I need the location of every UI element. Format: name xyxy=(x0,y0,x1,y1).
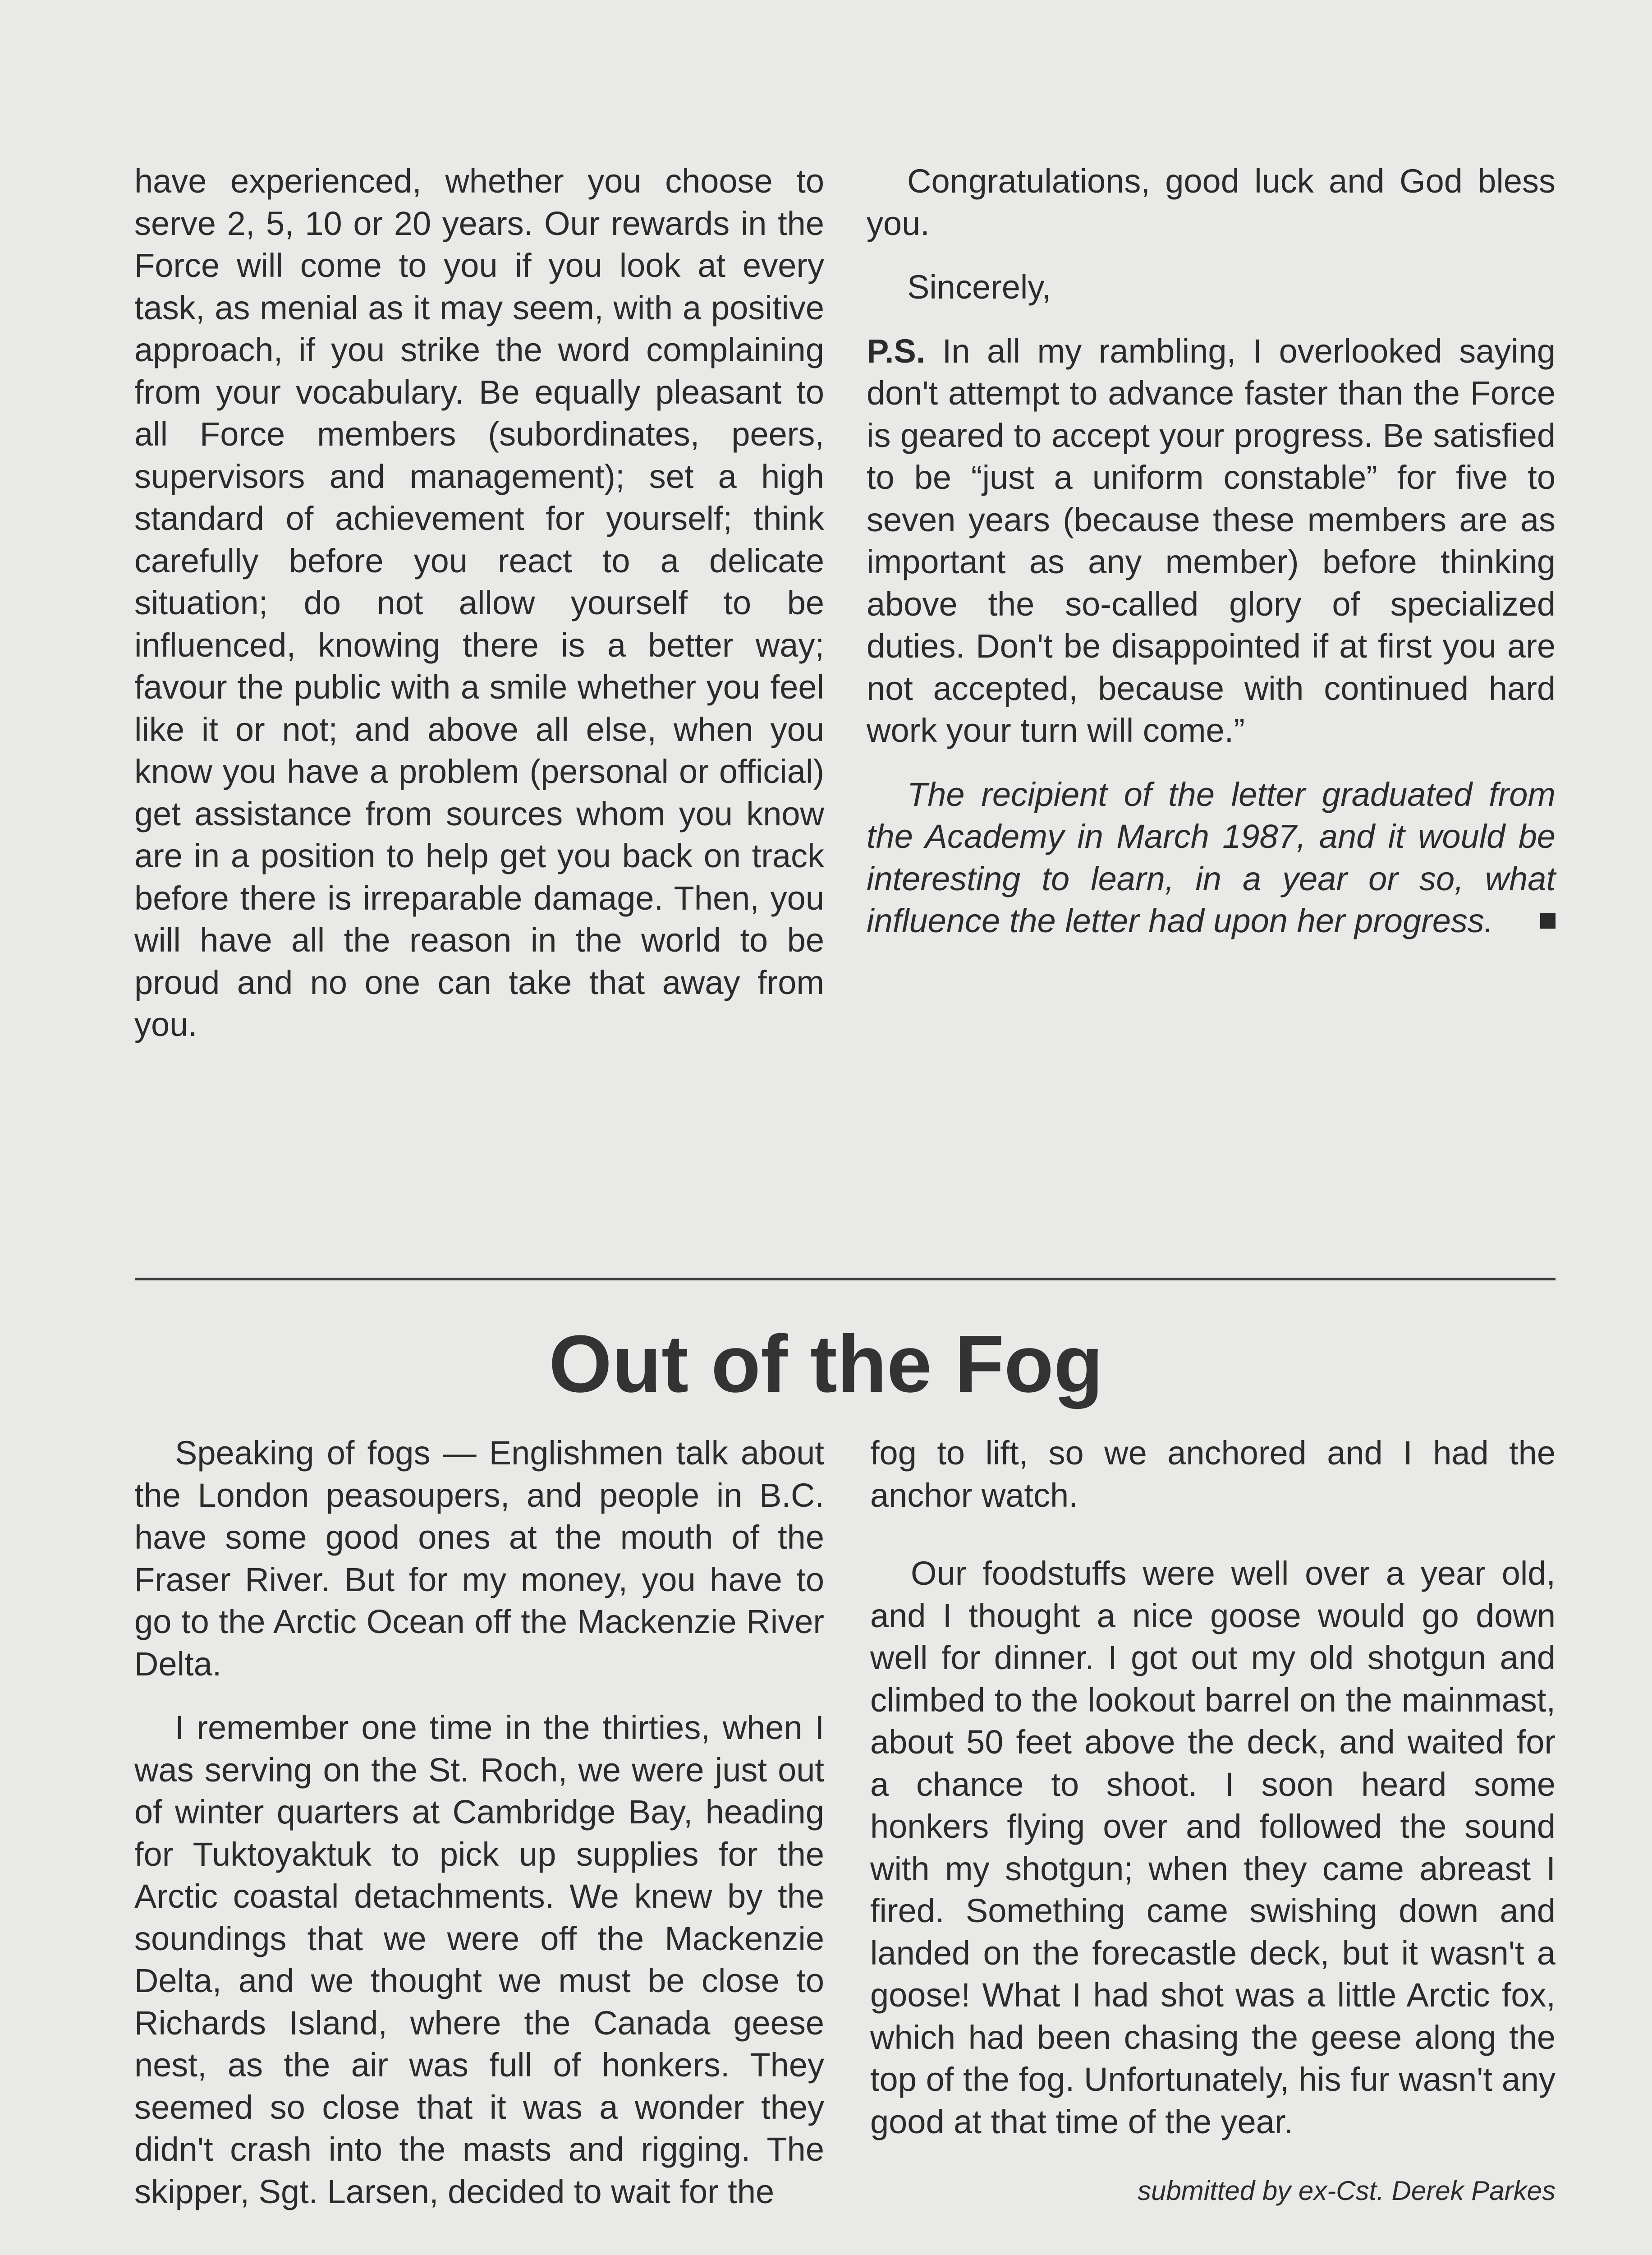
section-divider xyxy=(135,1278,1556,1280)
article-paragraph: Our foodstuffs were well over a year old, and I thought a nice goose would go down well for dinner. I got out my old shotgun and climbed to the lookout barrel on the mainmast, about 50 feet above the deck, and waited for a chance to shoot. I soon heard some honkers flying over and followed the sound with my shotgun; when they came abreast I fired. Something came swishing down and landed on the forecastle deck, but it wasn't a goose! What I had shot was a little Arctic fox, which had been chasing the geese along the top of the fog. Unfortunately, his fur wasn't any good at that time of the year. xyxy=(870,1555,1556,2140)
letter-left-column xyxy=(134,160,824,1046)
editor-note-text: The recipient of the letter graduated from the Academy in March 1987, and it would be interesting to learn, in a year or so, what influence the letter had upon her progress. xyxy=(867,775,1556,939)
letter-closing: Congratulations, good luck and God bless you. xyxy=(867,162,1556,242)
letter-postscript xyxy=(867,330,1556,752)
article-left-column xyxy=(134,1432,824,2213)
letter-right-column xyxy=(867,160,1556,942)
end-of-article-mark xyxy=(1540,913,1556,929)
postscript-text: In all my rambling, I overlooked saying don't attempt to advance faster than the Force is geared to accept your progress. Be satisfied to be “just a uniform constable” for five to seven years (because these members are as important as any member) before thinking above the so-called glory of specialized duties. Don't be disappointed if at first you are not accepted, because with continued hard work your turn will come.” xyxy=(867,332,1556,749)
article-credit: submitted by ex-Cst. Derek Parkes xyxy=(1138,2176,1556,2206)
letter-body-paragraph: have experienced, whether you choose to serve 2, 5, 10 or 20 years. Our rewards in the Force will come to you if you look at every task, as menial as it may seem, with a positive approach, if you strike the word complaining from your vocabulary. Be equally pleasant to all Force members (subordinates, peers, supervisors and management); set a high standard of achievement for yourself; think carefully before you react to a delicate situation; do not allow yourself to be influenced, knowing there is a better way; favour the public with a smile whether you feel like it or not; and above all else, when you know you have a problem (personal or official) get assistance from sources whom you know are in a position to help get you back on track before there is irreparable damage. Then, you will have all the reason in the world to be proud and no one can take that away from you. xyxy=(134,162,824,1043)
editor-note xyxy=(867,773,1556,942)
article-paragraph: fog to lift, so we anchored and I had the anchor watch. xyxy=(870,1434,1556,1514)
article-paragraph: I remember one time in the thirties, when I was serving on the St. Roch, we were just out of winter quarters at Cambridge Bay, heading for Tuktoyaktuk to pick up supplies for the Arctic coastal detachments. We knew by the soundings that we were off the Mackenzie Delta, and we thought we must be close to Richards Island, where the Canada geese nest, as the air was full of honkers. They seemed so close that it was a wonder they didn't crash into the masts and rigging. The skipper, Sgt. Larsen, decided to wait for the xyxy=(134,1709,824,2210)
letter-signoff: Sincerely, xyxy=(907,268,1051,306)
article-title: Out of the Fog xyxy=(549,1319,1103,1409)
article-paragraph: Speaking of fogs — Englishmen talk about the London peasoupers, and people in B.C. have some good ones at the mouth of the Fraser River. But for my money, you have to go to the Arctic Ocean off the Mackenzie River Delta. xyxy=(134,1434,824,1683)
article-right-column xyxy=(870,1432,1556,2212)
postscript-label: P.S. xyxy=(867,332,926,370)
